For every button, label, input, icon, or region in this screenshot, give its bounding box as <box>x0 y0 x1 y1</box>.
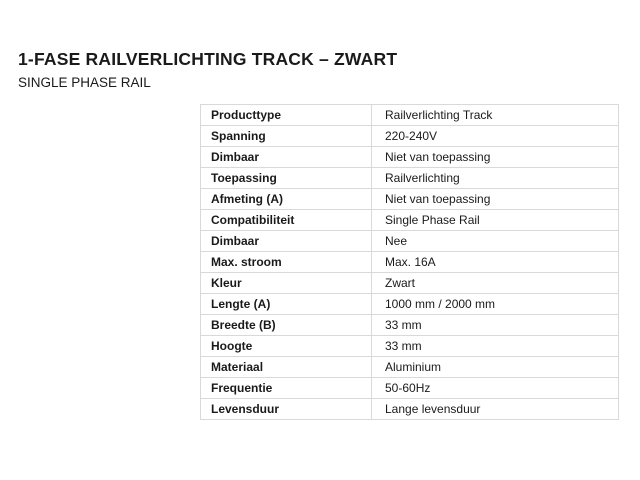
table-row <box>201 147 619 168</box>
table-row <box>201 210 619 231</box>
table-row <box>201 336 619 357</box>
spec-value: Zwart <box>372 273 619 294</box>
spec-value: 33 mm <box>372 336 619 357</box>
table-row <box>201 315 619 336</box>
spec-label: Lengte (A) <box>201 294 372 315</box>
table-row <box>201 294 619 315</box>
page-subtitle: SINGLE PHASE RAIL <box>18 75 151 90</box>
spec-value: 1000 mm / 2000 mm <box>372 294 619 315</box>
spec-label: Producttype <box>201 105 372 126</box>
spec-label: Toepassing <box>201 168 372 189</box>
spec-value: 220-240V <box>372 126 619 147</box>
spec-value: 33 mm <box>372 315 619 336</box>
spec-value: Aluminium <box>372 357 619 378</box>
spec-label: Dimbaar <box>201 231 372 252</box>
table-row <box>201 189 619 210</box>
spec-label: Breedte (B) <box>201 315 372 336</box>
table-row <box>201 273 619 294</box>
spec-value: Max. 16A <box>372 252 619 273</box>
table-row <box>201 378 619 399</box>
table-row <box>201 231 619 252</box>
table-row <box>201 105 619 126</box>
spec-value: Single Phase Rail <box>372 210 619 231</box>
spec-table <box>200 104 619 420</box>
table-row <box>201 126 619 147</box>
spec-label: Spanning <box>201 126 372 147</box>
spec-label: Kleur <box>201 273 372 294</box>
spec-label: Levensduur <box>201 399 372 420</box>
table-row <box>201 252 619 273</box>
spec-label: Materiaal <box>201 357 372 378</box>
page-title: 1-FASE RAILVERLICHTING TRACK – ZWART <box>18 49 398 69</box>
spec-value: Niet van toepassing <box>372 189 619 210</box>
table-row <box>201 168 619 189</box>
spec-label: Max. stroom <box>201 252 372 273</box>
spec-value: 50-60Hz <box>372 378 619 399</box>
spec-value: Lange levensduur <box>372 399 619 420</box>
spec-value: Railverlichting Track <box>372 105 619 126</box>
spec-label: Frequentie <box>201 378 372 399</box>
table-row <box>201 399 619 420</box>
spec-label: Compatibiliteit <box>201 210 372 231</box>
spec-value: Niet van toepassing <box>372 147 619 168</box>
spec-table-body <box>201 105 619 420</box>
spec-value: Railverlichting <box>372 168 619 189</box>
spec-label: Dimbaar <box>201 147 372 168</box>
table-row <box>201 357 619 378</box>
spec-label: Afmeting (A) <box>201 189 372 210</box>
spec-label: Hoogte <box>201 336 372 357</box>
spec-value: Nee <box>372 231 619 252</box>
